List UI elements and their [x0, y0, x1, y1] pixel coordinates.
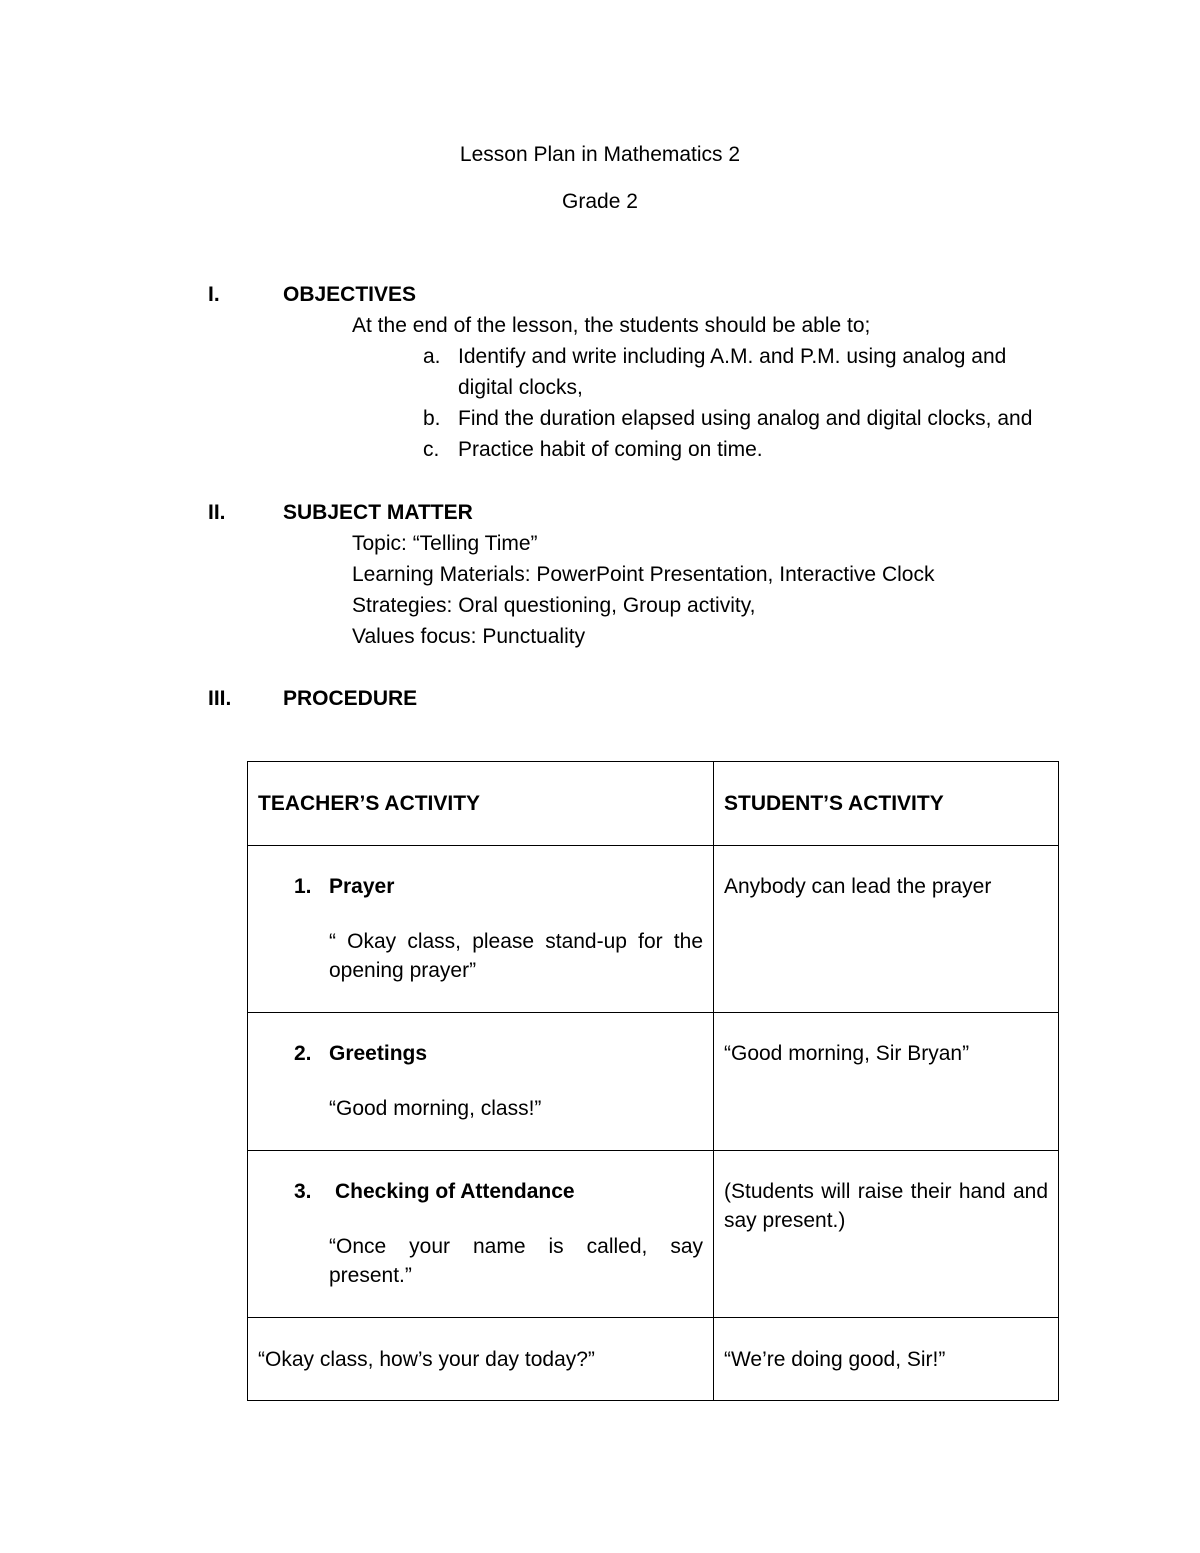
activity-title-text: Checking of Attendance	[335, 1180, 575, 1203]
subject-matter-heading: SUBJECT MATTER	[283, 501, 473, 524]
teacher-activity-header: TEACHER’S ACTIVITY	[248, 762, 714, 846]
teacher-cell: “Okay class, how’s your day today?”	[248, 1318, 714, 1401]
activity-number: 3.	[294, 1180, 312, 1203]
teacher-cell	[248, 846, 714, 1013]
grade-label: Grade 2	[562, 190, 638, 213]
objectives-heading: OBJECTIVES	[283, 283, 417, 306]
topic-line: Topic: “Telling Time”	[352, 532, 538, 555]
student-response: “Good morning, Sir Bryan”	[724, 1042, 970, 1065]
table-row	[248, 1013, 1059, 1151]
table-row	[248, 1318, 1059, 1401]
student-cell	[714, 1151, 1059, 1318]
teacher-cell	[248, 1013, 714, 1151]
subject-matter-numeral: II.	[208, 501, 226, 524]
objectives-numeral: I.	[208, 283, 220, 306]
values-line: Values focus: Punctuality	[352, 625, 586, 648]
objective-a-text: Identify and write including A.M. and P.M. using analog and	[458, 345, 1007, 368]
table-row	[248, 846, 1059, 1013]
teacher-quote: “Good morning, class!”	[329, 1097, 542, 1120]
table-header-row	[248, 762, 1059, 846]
teacher-quote: “ Okay class, please stand-up for the opening prayer”	[329, 930, 703, 982]
teacher-cell	[248, 1151, 714, 1318]
student-cell: “We’re doing good, Sir!”	[714, 1318, 1059, 1401]
activity-title	[258, 1039, 703, 1068]
objective-a-letter: a.	[423, 345, 441, 368]
procedure-heading: PROCEDURE	[283, 687, 418, 710]
objective-b-text: Find the duration elapsed using analog and digital clocks, and	[458, 407, 1033, 430]
teacher-quote: “Once your name is called, say present.”	[329, 1235, 703, 1287]
objective-a-text-cont: digital clocks,	[458, 376, 583, 399]
objective-b-letter: b.	[423, 407, 441, 430]
student-activity-header: STUDENT’S ACTIVITY	[714, 762, 1059, 846]
activity-number: 1.	[294, 875, 312, 898]
procedure-numeral: III.	[208, 687, 232, 710]
document-title: Lesson Plan in Mathematics 2	[459, 143, 741, 166]
student-response: (Students will raise their hand and say present.)	[724, 1180, 1048, 1232]
activity-title-text: Greetings	[329, 1042, 428, 1065]
strategies-line: Strategies: Oral questioning, Group activity,	[352, 594, 756, 617]
procedure-table	[247, 761, 1059, 1401]
activity-title	[258, 872, 703, 901]
activity-title	[258, 1177, 703, 1206]
activity-number: 2.	[294, 1042, 312, 1065]
materials-line: Learning Materials: PowerPoint Presentation, Interactive Clock	[352, 563, 935, 586]
student-response: Anybody can lead the prayer	[724, 875, 992, 898]
student-cell	[714, 846, 1059, 1013]
objectives-intro: At the end of the lesson, the students should be able to;	[352, 314, 871, 337]
table-row	[248, 1151, 1059, 1318]
student-cell	[714, 1013, 1059, 1151]
objective-c-text: Practice habit of coming on time.	[458, 438, 763, 461]
activity-title-text: Prayer	[329, 875, 395, 898]
objective-c-letter: c.	[423, 438, 440, 461]
